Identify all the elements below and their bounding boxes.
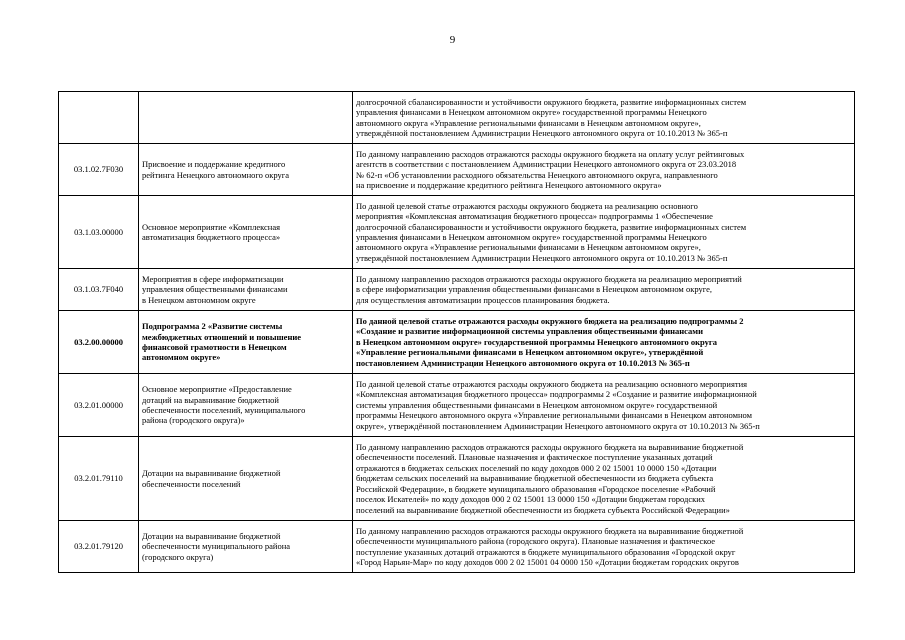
table-row	[59, 311, 855, 374]
description-line: постановлением Администрации Ненецкого автономного округа от 10.10.2013 № 365-п	[356, 357, 690, 368]
description-line: в сфере информатизации управления общественными финансами в Ненецком автономном округе,	[356, 284, 712, 295]
description-line: Российской Федерации», в бюджете муниципального образования «Городское поселение «Рабочий	[356, 483, 716, 494]
target-article-name	[139, 374, 353, 437]
description-line: программы Ненецкого автономного округа «Управление региональными финансами в Ненецком автономном	[356, 410, 753, 421]
description-line: агентств в соответствии с постановлением Администрации Ненецкого автономного округа от 23.03.2018	[356, 159, 737, 170]
description-line: № 62-п «Об установлении расходного обязательства Ненецкого автономного округа, направленного	[356, 169, 718, 180]
name-line: дотаций на выравнивание бюджетной	[142, 394, 279, 405]
table-row	[59, 144, 855, 196]
target-article-code: 03.1.02.7F030	[59, 144, 139, 196]
name-line: обеспеченности поселений, муниципального	[142, 405, 306, 415]
name-line: Мероприятия в сфере информатизации	[142, 273, 284, 284]
description-line: По данной целевой статье отражаются расходы окружного бюджета на реализацию основного мероприятия	[356, 378, 748, 389]
table-row	[59, 92, 855, 144]
table-body	[59, 92, 855, 573]
budget-classification-table	[58, 91, 855, 573]
name-line: финансовой грамотности в Ненецком	[142, 342, 287, 352]
name-line: района (городского округа)»	[142, 415, 245, 426]
description-line: утверждённой постановлением Администрации Ненецкого автономного округа от 10.10.2013 № 365-п	[356, 127, 728, 138]
description-line: автономного округа «Управление региональными финансами в Ненецком автономном округе»,	[356, 117, 701, 128]
target-article-code	[59, 92, 139, 144]
description-line: По данному направлению расходов отражаются расходы окружного бюджета на оплату услуг рейтинговых	[356, 148, 745, 159]
description-line: отражаются в бюджетах сельских поселений по коду доходов 000 2 02 15001 10 0000 150 «Дотации	[356, 462, 717, 473]
target-article-code: 03.2.00.00000	[59, 311, 139, 374]
target-article-description	[353, 144, 855, 196]
target-article-name	[139, 144, 353, 196]
target-article-code: 03.1.03.7F040	[59, 269, 139, 311]
name-line: (городского округа)	[142, 551, 214, 562]
description-line: поселений на выравнивание бюджетной обеспеченности из бюджета субъекта Российской Федерации»	[356, 504, 730, 515]
description-line: автономного округа «Управление региональными финансами в Ненецком автономном округе»,	[356, 242, 701, 253]
table-row	[59, 437, 855, 521]
target-article-name	[139, 92, 353, 144]
description-line: По данному направлению расходов отражаются расходы окружного бюджета на реализацию мероприятий	[356, 273, 742, 284]
description-line: системы управления общественными финансами в Ненецком автономном округе» государственной	[356, 399, 718, 410]
target-article-name	[139, 521, 353, 573]
description-line: «Город Нарьян-Мар» по коду доходов 000 2 02 15001 04 0000 150 «Дотации бюджетам городских округов	[356, 556, 739, 567]
target-article-description	[353, 437, 855, 521]
name-line: в Ненецком автономном округе	[142, 294, 256, 305]
description-line: поступление указанных дотаций отражаются в бюджете муниципального образования «Городской округ	[356, 546, 736, 557]
name-line: Дотации на выравнивание бюджетной	[142, 468, 281, 479]
name-line: автоматизация бюджетного процесса»	[142, 232, 281, 242]
name-line: управления общественными финансами	[142, 284, 288, 295]
name-line: Подпрограмма 2 «Развитие системы	[142, 321, 283, 332]
description-line: обеспеченности поселений. Плановые назначения и фактическое поступление указанных дотаций	[356, 452, 713, 463]
description-line: «Управление региональными финансами в Ненецком автономном округе», утверждённой	[356, 347, 704, 358]
target-article-name	[139, 269, 353, 311]
name-line: Присвоение и поддержание кредитного	[142, 159, 286, 170]
name-line: обеспеченности муниципального района	[142, 541, 291, 552]
name-line: автономном округе»	[142, 352, 221, 363]
description-line: По данному направлению расходов отражаются расходы окружного бюджета на выравнивание бюджетной	[356, 442, 744, 453]
target-article-code: 03.2.01.79110	[59, 437, 139, 521]
name-line: межбюджетных отношений и повышение	[142, 331, 302, 342]
description-line: в Ненецком автономном округе» государственной программы Ненецкого автономного округа	[356, 336, 717, 347]
target-article-description	[353, 374, 855, 437]
description-line: По данной целевой статье отражаются расходы окружного бюджета на реализацию подпрограммы 2	[356, 315, 744, 326]
table-row	[59, 269, 855, 311]
description-line: «Комплексная автоматизация бюджетного процесса» подпрограммы 2 «Создание и развитие информационной	[356, 389, 757, 400]
page-number: 9	[449, 34, 456, 46]
name-line: рейтинга Ненецкого автономного округа	[142, 169, 290, 180]
description-line: долгосрочной сбалансированности и устойчивости окружного бюджета, развитие информационных систем	[356, 221, 747, 232]
description-line: для осуществления автоматизации процессов планирования бюджета.	[356, 294, 610, 305]
target-article-description	[353, 196, 855, 269]
name-line: обеспеченности поселений	[142, 478, 241, 489]
target-article-description	[353, 311, 855, 374]
description-line: управления финансами в Ненецком автономном округе» государственной программы Ненецкого	[356, 232, 707, 242]
target-article-name	[139, 311, 353, 374]
target-article-code: 03.2.01.00000	[59, 374, 139, 437]
description-line: По данному направлению расходов отражаются расходы окружного бюджета на выравнивание бюджетной	[356, 525, 744, 536]
description-line: «Создание и развитие информационной системы управления общественными финансами	[356, 326, 703, 337]
description-line: бюджетам сельских поселений на выравнивание бюджетной обеспеченности из бюджета субъекта	[356, 473, 714, 484]
target-article-description	[353, 92, 855, 144]
description-line: долгосрочной сбалансированности и устойчивости окружного бюджета, развитие информационных систем	[356, 96, 747, 107]
table-row	[59, 521, 855, 573]
description-line: управления финансами в Ненецком автономном округе» государственной программы Ненецкого	[356, 107, 707, 118]
name-line: Дотации на выравнивание бюджетной	[142, 530, 281, 541]
description-line: мероприятия «Комплексная автоматизация бюджетного процесса» подпрограммы 1 «Обеспечение	[356, 211, 713, 222]
target-article-description	[353, 269, 855, 311]
target-article-name	[139, 437, 353, 521]
table-row	[59, 196, 855, 269]
table-row	[59, 374, 855, 437]
target-article-description	[353, 521, 855, 573]
target-article-name	[139, 196, 353, 269]
name-line: Основное мероприятие «Комплексная	[142, 221, 281, 232]
description-line: на присвоение и поддержание кредитного рейтинга Ненецкого автономного округа»	[356, 179, 662, 190]
description-line: поселок Искателей» по коду доходов 000 2 02 15001 13 0000 150 «Дотации бюджетам городских	[356, 494, 706, 505]
description-line: обеспеченности муниципального района (городского округа). Плановые назначения и фактическое	[356, 536, 716, 547]
description-line: По данной целевой статье отражаются расходы окружного бюджета на реализацию основного	[356, 200, 698, 211]
description-line: утверждённой постановлением Администрации Ненецкого автономного округа от 10.10.2013 № 365-п	[356, 252, 728, 263]
description-line: округе», утверждённой постановлением Администрации Ненецкого автономного округа от 10.10.2013 № 365-п	[356, 420, 760, 431]
target-article-code: 03.2.01.79120	[59, 521, 139, 573]
target-article-code: 03.1.03.00000	[59, 196, 139, 269]
name-line: Основное мероприятие «Предоставление	[142, 384, 292, 395]
